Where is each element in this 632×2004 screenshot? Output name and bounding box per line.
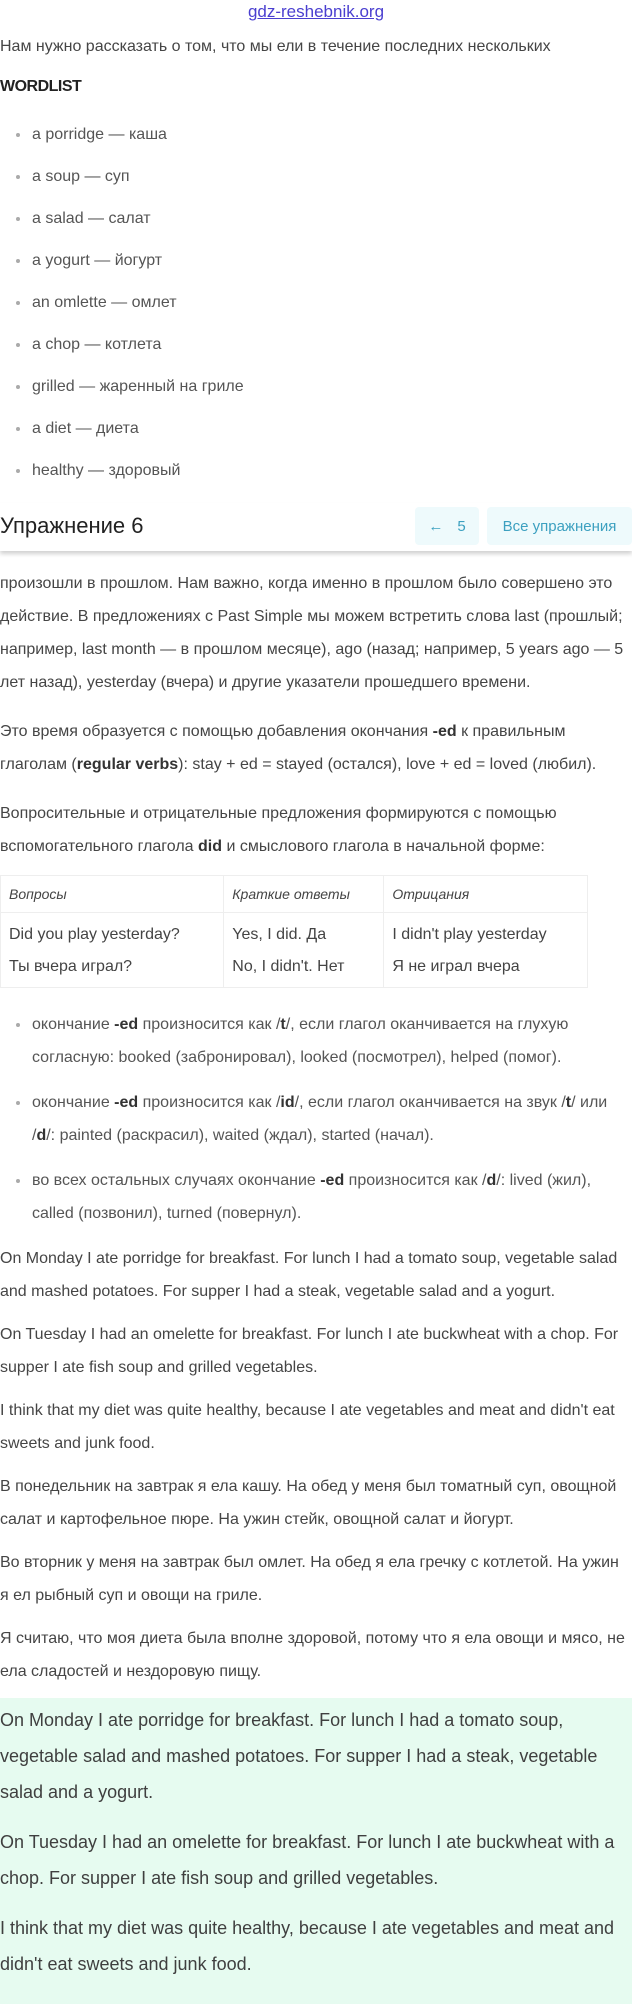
grammar-paragraph: произошли в прошлом. Нам важно, когда именно в прошлом было совершено это действие. В предложениях с Past Simple мы можем встретить слова last (прошлый; например, last month — в прошлом месяце), ago (назад; например, 5 years ago — 5 лет назад), yesterday (вчера) и другие указатели прошедшего времени. [0,575,624,691]
bold-text: -ed [320,1172,345,1189]
exercise-header [0,503,632,551]
bullet-icon [16,1179,20,1183]
table-cell: No, I didn't. Нет [224,951,384,988]
bullet-icon [16,1101,20,1105]
text: ): stay + ed = stayed (остался), love + ed = loved (любил). [178,756,597,773]
wordlist-item [0,419,632,461]
text: Вопросительные и отрицательные предложения формируются с помощью вспомогательного глагола [0,805,557,855]
text: произносится как / [138,1094,281,1111]
table-cell: Ты вчера играл? [1,951,224,988]
text: /, если глагол оканчивается на глухую согласную: booked (забронировал), looked (посмотрел), helped (помог). [32,1016,569,1066]
rule-bullet [32,1164,622,1230]
wordlist-item-text: a soup — суп [32,168,130,185]
wordlist-item [0,251,632,293]
answer-highlight-block [0,1698,632,2004]
wordlist-item [0,461,632,503]
answer-en-paragraph: On Tuesday I had an omelette for breakfast. For lunch I ate buckwheat with a chop. For supper I ate fish soup and grilled vegetables. [0,1326,619,1376]
bullet-icon [16,1023,20,1027]
table-header-row [1,876,588,913]
grammar-paragraph [0,715,625,781]
wordlist-item-text: a salad — салат [32,210,151,227]
grammar-paragraph [0,797,625,863]
wordlist-item-text: a yogurt — йогурт [32,252,163,269]
bullet-icon [16,343,20,347]
intro-text: Нам нужно рассказать о том, что мы ели в течение последних нескольких [0,38,551,55]
bullet-icon [16,133,20,137]
bold-text: d [36,1127,47,1144]
table-cell: Did you play yesterday? [1,913,224,952]
table-cell: Yes, I did. Да [224,913,384,952]
bold-text: -ed [114,1094,139,1111]
bold-text: did [198,838,222,855]
bold-text: id [280,1094,295,1111]
wordlist-item-text: an omlette — омлет [32,294,177,311]
arrow-left-icon: ← [428,517,444,535]
answer-en-paragraph: On Monday I ate porridge for breakfast. For lunch I had a tomato soup, vegetable salad and mashed potatoes. For supper I had a steak, vegetable salad and a yogurt. [0,1250,618,1300]
answer-final-paragraph: I think that my diet was quite healthy, because I ate vegetables and meat and didn't eat sweets and junk food. [0,1918,615,1974]
table-row [1,913,588,952]
bullet-icon [16,259,20,263]
wordlist-item [0,377,632,419]
wordlist-item [0,125,632,167]
text: и смыслового глагола в начальной форме: [222,838,545,855]
text: произносится как / [344,1172,487,1189]
bullet-icon [16,217,20,221]
table-cell: Я не играл вчера [384,951,588,988]
rule-bullets [0,1008,632,1230]
wordlist-item-text: healthy — здоровый [32,462,181,479]
wordlist-item [0,167,632,209]
wordlist-item-text: grilled — жаренный на гриле [32,378,244,395]
table-row [1,951,588,988]
table-cell: I didn't play yesterday [384,913,588,952]
bullet-icon [16,301,20,305]
text: к правильным глаголам ( [0,723,566,773]
bullet-icon [16,175,20,179]
bold-text: d [486,1172,497,1189]
wordlist-item-text: a porridge — каша [32,126,167,143]
answer-ru-paragraph: Во вторник у меня на завтрак был омлет. На обед я ела гречку с котлетой. На ужин я ел рыбный суп и овощи на гриле. [0,1554,619,1604]
all-exercises-button[interactable] [487,507,632,545]
text: / или / [32,1094,608,1144]
answer-final-paragraph: On Tuesday I had an omelette for breakfast. For lunch I ate buckwheat with a chop. For supper I ate fish soup and grilled vegetables. [0,1832,615,1888]
bullet-icon [16,469,20,473]
text: окончание [32,1094,115,1111]
rule-bullet [32,1086,622,1152]
answer-en-paragraph: I think that my diet was quite healthy, because I ate vegetables and meat and didn't eat sweets and junk food. [0,1402,615,1452]
text: во всех остальных случаях окончание [32,1172,321,1189]
bullet-icon [16,385,20,389]
text: /: lived (жил), called (позвонил), turned (повернул). [32,1172,592,1222]
text: произносится как / [138,1016,281,1033]
prev-exercise-button[interactable] [415,507,479,545]
column-header: Краткие ответы [224,876,384,913]
wordlist-item [0,335,632,377]
answer-final-paragraph: On Monday I ate porridge for breakfast. For lunch I had a tomato soup, vegetable salad and mashed potatoes. For supper I had a steak, vegetable salad and a yogurt. [0,1710,598,1802]
answer-ru-paragraph: Я считаю, что моя диета была вполне здоровой, потому что я ела овощи и мясо, не ела сладостей и нездоровую пищу. [0,1630,625,1680]
bold-text: t [280,1016,286,1033]
wordlist-item-text: a diet — диета [32,420,139,437]
wordlist [0,125,632,503]
bullet-icon [16,427,20,431]
column-header: Вопросы [1,876,224,913]
site-watermark-link[interactable]: gdz-reshebnik.org [247,2,385,21]
bold-text: -ed [114,1016,139,1033]
text: Это время образуется с помощью добавления окончания [0,723,433,740]
wordlist-item [0,293,632,335]
wordlist-item [0,209,632,251]
bold-text: t [565,1094,572,1111]
bold-text: regular verbs [76,756,179,773]
column-header: Отрицания [384,876,588,913]
text: окончание [32,1016,115,1033]
grammar-table [0,875,588,988]
wordlist-item-text: a chop — котлета [32,336,162,353]
prev-exercise-number: 5 [457,517,466,535]
all-exercises-label: Все упражнения [502,517,617,535]
text: /: painted (раскрасил), waited (ждал), started (начал). [46,1127,434,1144]
exercise-title: Упражнение 6 [0,513,144,538]
answer-ru-paragraph: В понедельник на завтрак я ела кашу. На обед у меня был томатный суп, овощной салат и картофельное пюре. На ужин стейк, овощной салат и йогурт. [0,1478,617,1528]
rule-bullet [32,1008,622,1074]
bold-text: -ed [432,723,457,740]
wordlist-heading: WORDLIST [0,78,82,95]
text: /, если глагол оканчивается на звук / [294,1094,566,1111]
